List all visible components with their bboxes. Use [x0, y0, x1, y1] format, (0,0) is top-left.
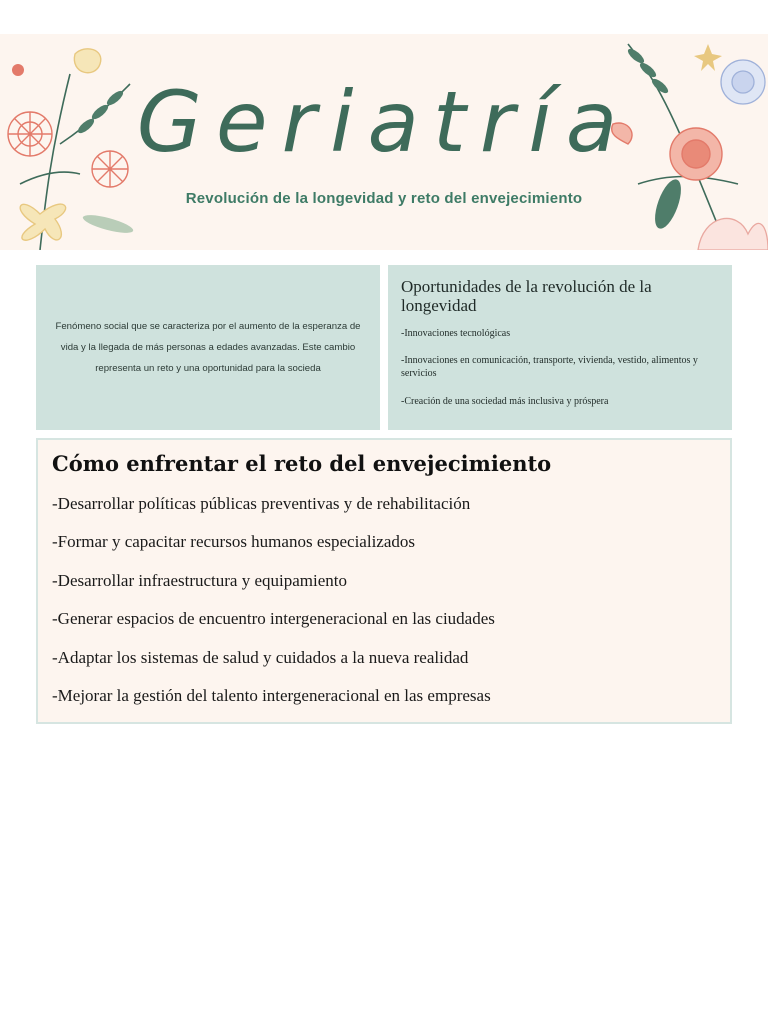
challenge-item: -Desarrollar infraestructura y equipamiento — [52, 570, 348, 590]
challenge-item: -Generar espacios de encuentro intergeneracional en las ciudades — [52, 609, 495, 629]
opportunity-item: -Creación de una sociedad más inclusiva y próspera — [401, 396, 609, 407]
opportunity-item: -Innovaciones en comunicación, transporte, vivienda, vestido, alimentos y servicios — [401, 355, 698, 379]
definition-card — [36, 265, 380, 430]
opportunities-card — [388, 265, 732, 430]
header-banner — [0, 34, 768, 250]
challenge-item: -Mejorar la gestión del talento intergeneracional en las empresas — [52, 685, 491, 705]
challenge-item: -Desarrollar políticas públicas preventivas y de rehabilitación — [52, 494, 471, 513]
challenge-item: -Adaptar los sistemas de salud y cuidados a la nueva realidad — [52, 647, 469, 667]
definition-text: Fenómeno social que se caracteriza por el aumento de la esperanza de vida y la llegada de más personas a edades avanzadas. Este cambio representa un reto y una oportunidad para la socieda — [55, 321, 361, 374]
opportunity-item: -Innovaciones tecnológicas — [401, 328, 511, 339]
page-subtitle: Revolución de la longevidad y reto del envejecimiento — [185, 190, 583, 207]
page-title: Geriatría — [136, 73, 632, 171]
challenge-item: -Formar y capacitar recursos humanos especializados — [52, 532, 415, 552]
challenge-panel — [36, 438, 732, 724]
challenge-title: Cómo enfrentar el reto del envejecimiento — [52, 451, 552, 476]
opportunities-title: Oportunidades de la revolución de la longevidad — [401, 277, 652, 315]
